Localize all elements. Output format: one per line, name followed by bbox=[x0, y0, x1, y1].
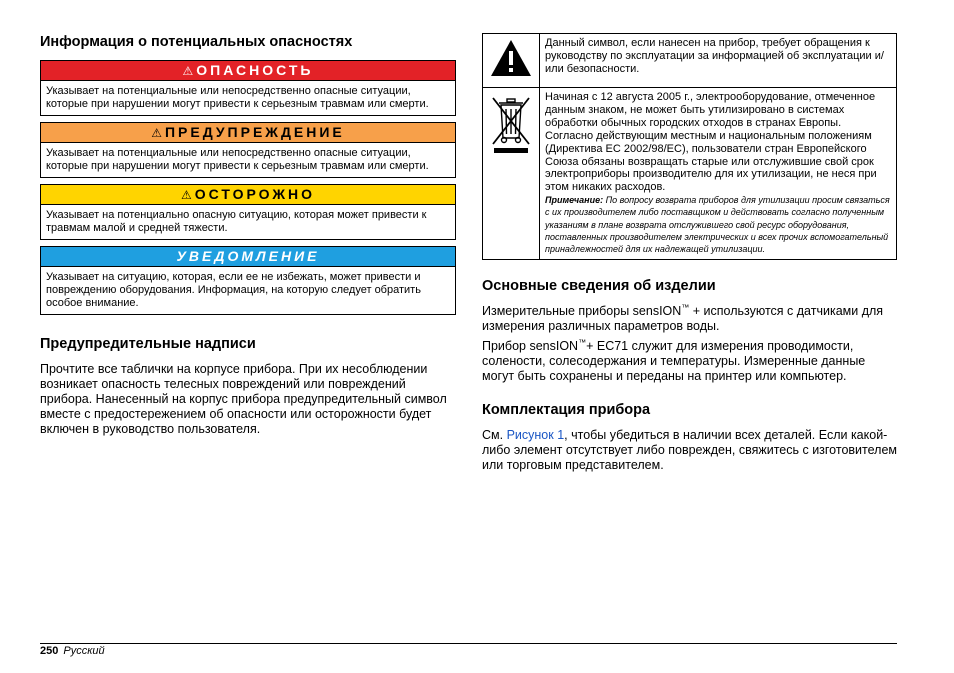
danger-text: Указывает на потенциальные или непосредственно опасные ситуации, которые при нарушении могут привести к серьезным травмам или смерти. bbox=[46, 85, 429, 110]
warning-band bbox=[41, 123, 455, 143]
warning-box bbox=[40, 122, 456, 178]
page-footer bbox=[40, 644, 105, 658]
symbol-cell bbox=[483, 34, 540, 88]
kit-paragraph bbox=[482, 428, 897, 473]
danger-box bbox=[40, 60, 456, 116]
notice-text: Указывает на ситуацию, которая, если ее не избежать, может привести и повреждению оборудования. Информация, на которую следует обратить особое внимание. bbox=[46, 271, 421, 309]
symbols-table bbox=[482, 33, 897, 260]
danger-label: ОПАСНОСТЬ bbox=[196, 62, 314, 78]
right-column bbox=[482, 33, 897, 473]
table-row bbox=[483, 34, 897, 88]
symbol-description: Данный символ, если нанесен на прибор, требует обращения к руководству по эксплуатации за информацией об эксплуатации и/или безопасности. bbox=[540, 34, 897, 88]
product-p1-end: + используются с датчиками для измерения различных параметров воды. bbox=[482, 304, 884, 334]
trademark: ™ bbox=[681, 303, 690, 313]
warning-label: ПРЕДУПРЕЖДЕНИЕ bbox=[164, 124, 345, 140]
product-p2-end: + EC71 служит для измерения проводимости, солености, солесодержания и температуры. Измеренные данные могут быть сохранены и переданы на принтер или компьютер. bbox=[482, 339, 866, 384]
product-p1-start: Измерительные приборы sensION bbox=[482, 304, 682, 319]
kit-heading: Комплектация прибора bbox=[482, 402, 651, 419]
warning-triangle-icon: ⚠ bbox=[180, 188, 192, 202]
danger-band bbox=[41, 61, 455, 81]
weee-text: Начиная с 12 августа 2005 г., электрооборудование, отмеченное данным знаком, не может быть утилизировано в системах обработки обычных городских отходов в странах Европы. Согласно действующим местным и национальным положениям (Директива ЕС 2002/98/ЕС), пользователи стран Европейского Союза обязаны возвращать старые или отслужившие свой срок электроприборы производителю для их утилизации, не неся при этом никаких расходов. bbox=[545, 91, 877, 194]
warning-text: Указывает на потенциальные или непосредственно опасные ситуации, которые при нарушении могут привести к серьезным травмам или смерти. bbox=[46, 147, 429, 172]
page-number: 250 bbox=[40, 645, 59, 657]
precaution-labels-heading: Предупредительные надписи bbox=[40, 336, 256, 352]
figure-1-link[interactable]: Рисунок 1 bbox=[506, 428, 565, 443]
trademark: ™ bbox=[578, 338, 587, 348]
warning-triangle-icon bbox=[489, 38, 533, 78]
caution-box bbox=[40, 184, 456, 240]
caution-label: ОСТОРОЖНО bbox=[194, 186, 316, 202]
caution-band bbox=[41, 185, 455, 205]
product-paragraph-1 bbox=[482, 304, 897, 334]
left-column bbox=[40, 33, 456, 437]
crossed-bin-icon bbox=[490, 96, 532, 156]
notice-label: УВЕДОМЛЕНИЕ bbox=[176, 248, 320, 264]
footer-divider bbox=[40, 643, 897, 644]
warning-triangle-icon: ⚠ bbox=[151, 126, 162, 140]
symbol-cell bbox=[483, 88, 540, 260]
hazard-info-heading: Информация о потенциальных опасностях bbox=[40, 34, 353, 50]
product-p2-start: Прибор sensION bbox=[482, 339, 579, 354]
note-label: Примечание: bbox=[545, 195, 604, 206]
kit-text-start: См. bbox=[482, 428, 507, 443]
caution-text: Указывает на потенциально опасную ситуацию, которая может привести к травмам малой и средней тяжести. bbox=[46, 209, 427, 234]
warning-triangle-icon: ⚠ bbox=[182, 64, 194, 78]
product-overview-heading: Основные сведения об изделии bbox=[482, 278, 716, 295]
symbol-description bbox=[540, 88, 897, 260]
weee-note bbox=[545, 194, 891, 255]
notice-band bbox=[41, 247, 455, 267]
precaution-labels-text: Прочтите все таблички на корпусе прибора. При их несоблюдении возникает опасность телесных повреждений или повреждений прибора. Нанесенный на корпус прибора предупредительный символ вместе с предостережением об опасности или осторожности будет включен в руководство пользователя. bbox=[40, 362, 447, 436]
note-text: По вопросу возврата приборов для утилизации просим связаться с их производителем либо поставщиком и действовать согласно полученным указаниям в плане возврата отслужившего свой ресурс оборудования, поставленных производителем электрических и всех прочих вспомогательный принадлежностей для их надлежащей утилизации. bbox=[545, 195, 890, 255]
kit-text-end: , чтобы убедиться в наличии всех деталей. Если какой-либо элемент отсутствует либо поврежден, свяжитесь с изготовителем или торговым представителем. bbox=[482, 428, 897, 473]
notice-box bbox=[40, 246, 456, 315]
product-paragraph-2 bbox=[482, 339, 897, 384]
footer-language: Русский bbox=[63, 645, 105, 657]
table-row bbox=[483, 88, 897, 260]
